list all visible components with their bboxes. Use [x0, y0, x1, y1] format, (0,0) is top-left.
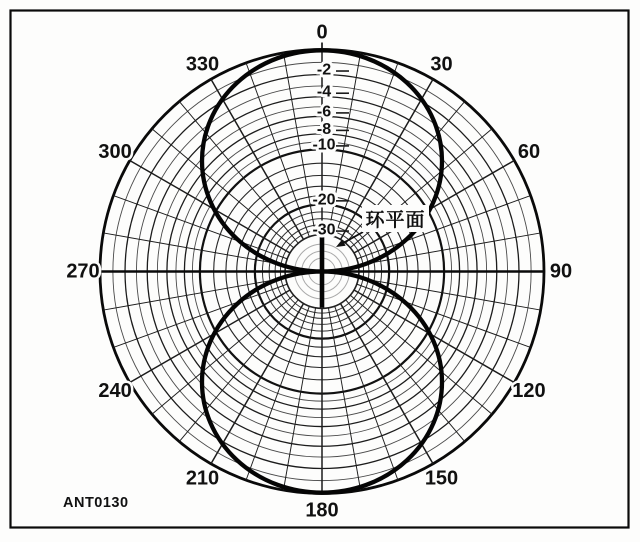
angle-label-300: 300 — [98, 141, 132, 163]
db-label--30: -30 — [312, 221, 336, 239]
db-label--6: -6 — [316, 103, 332, 121]
db-label--4: -4 — [316, 83, 332, 101]
angle-label-150: 150 — [424, 467, 459, 490]
figure-id-label: ANT0130 — [63, 495, 129, 511]
angle-label-210: 210 — [185, 467, 220, 490]
angle-label-60: 60 — [517, 141, 541, 163]
angle-label-330: 330 — [185, 53, 220, 76]
db-label--2: -2 — [316, 61, 332, 79]
db-label--10: -10 — [312, 136, 336, 154]
loop-plane-annotation: 环平面 — [362, 205, 429, 232]
angle-label-0: 0 — [316, 21, 328, 44]
angle-label-270: 270 — [66, 260, 100, 283]
db-label--20: -20 — [312, 191, 336, 209]
angle-label-120: 120 — [512, 380, 546, 402]
angle-label-180: 180 — [305, 499, 339, 522]
angle-label-240: 240 — [98, 380, 132, 402]
angle-label-90: 90 — [549, 260, 573, 283]
angle-label-30: 30 — [430, 53, 453, 76]
db-label--8: -8 — [316, 120, 332, 138]
